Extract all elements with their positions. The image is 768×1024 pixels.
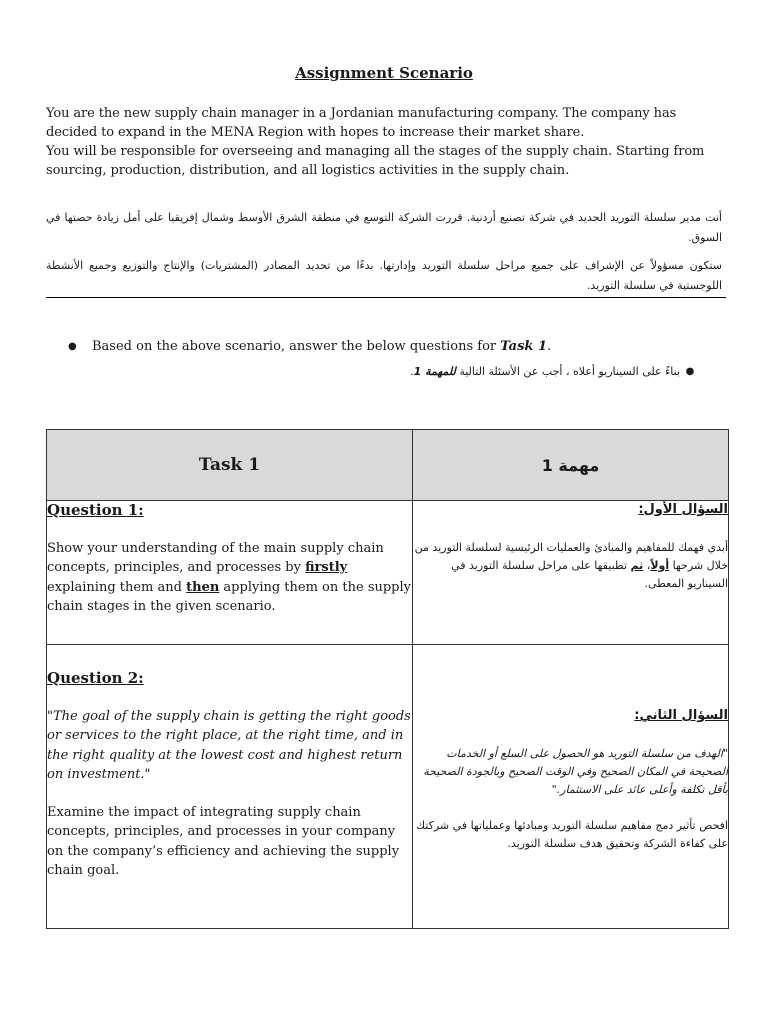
question-2-title-arabic: السؤال الثاني:: [634, 708, 728, 723]
q1-then: then: [186, 579, 220, 595]
q1-firstly: firstly: [305, 560, 348, 575]
header-task-english: Task 1: [198, 455, 261, 475]
q1-ar-part-a: أبدي فهمك للمفاهيم والمبادئ والعمليات الرئيسية لسلسلة التوريد من خلال شرحها: [414, 541, 728, 572]
task-table: [46, 429, 729, 929]
q1-ar-part-b: ،: [643, 559, 651, 572]
instruction-text: Based on the above scenario, answer the below questions for: [92, 339, 501, 354]
question-2-body: Examine the impact of integrating supply chain concepts, principles, and processes in your company on the company’s efficiency and achieving the supply chain goal.: [47, 804, 400, 878]
instruction-bullet-arabic: [410, 363, 700, 381]
table-header-row: [47, 430, 729, 501]
header-cell-english: [47, 430, 413, 501]
question-2-title: Question 2:: [47, 669, 144, 687]
intro-paragraph-1: You are the new supply chain manager in a Jordanian manufacturing company. The company has decided to expand in the MENA Region with hopes to increase their market share.: [46, 106, 677, 140]
instruction-end-arabic: .: [410, 365, 414, 378]
question-1-body-arabic: [413, 539, 728, 593]
q1-body-part-c: applying them on the supply chain stages in the given scenario.: [47, 579, 412, 614]
scenario-intro-arabic-1: أنت مدير سلسلة التوريد الجديد في شركة تصنيع أردنية. قررت الشركة التوسع في منطقة الشرق الأوسط وشمال إفريقيا على أمل زيادة حصتها في السوق.: [46, 211, 722, 244]
q1-ar-firstly: أولاً: [650, 559, 670, 572]
question-2-english-cell: [47, 645, 413, 929]
question-2-quote: "The goal of the supply chain is getting the right goods or services to the right place, at the right time, and in the right quality at the lowest cost and highest return on investment.": [47, 708, 411, 782]
question-1-title-arabic: السؤال الأول:: [638, 502, 728, 517]
instruction-end: .: [547, 339, 552, 354]
question-2-arabic-cell: [413, 645, 729, 929]
instruction-task-label: Task 1: [500, 339, 548, 354]
instruction-bullet-english: [68, 338, 551, 356]
bullet-icon: ●: [68, 341, 77, 352]
scenario-intro-arabic-2: ستكون مسؤولاً عن الإشراف على جميع مراحل سلسلة التوريد وإدارتها. بدءًا من تحديد المصادر (المشتريات) والإنتاج والتوزيع وجميع الأنشطة اللوجستية في سلسلة التوريد.: [46, 259, 722, 292]
scenario-intro-english: [46, 104, 726, 180]
question-1-title: Question 1:: [47, 501, 144, 519]
q1-ar-part-c: تطبيقها على مراحل سلسلة التوريد في السيناريو المعطى.: [451, 559, 728, 590]
question-2-body-arabic: افحص تأثير دمج مفاهيم سلسلة التوريد ومبادئها وعملياتها في شركتك على كفاءة الشركة وتحقيق هدف سلسلة التوريد.: [416, 819, 728, 850]
intro-paragraph-2: You will be responsible for overseeing and managing all the stages of the supply chain. Starting from sourcing, production, distribution, and all logistics activities in the supply chain.: [46, 144, 705, 178]
question-2-quote-arabic: "الهدف من سلسلة التوريد هو الحصول على السلع أو الخدمات الصحيحة في المكان الصحيح وفي الوقت الصحيح وبالجودة الصحيحة بأقل تكلفة وأعلى عائد على الاستثمار.": [423, 747, 728, 796]
table-row: [47, 501, 729, 645]
q1-ar-then: ثم: [630, 559, 644, 572]
instruction-task-label-arabic: للمهمة 1: [413, 365, 456, 378]
bullet-icon: ●: [685, 366, 695, 377]
table-row: [47, 645, 729, 929]
instruction-text-arabic: بناءً على السيناريو أعلاه ، أجب عن الأسئلة التالية: [455, 365, 680, 378]
question-1-body: [47, 539, 412, 617]
page-title: Assignment Scenario: [295, 64, 473, 82]
header-task-arabic: مهمة 1: [541, 455, 600, 475]
divider-line: [46, 297, 726, 298]
header-cell-arabic: [413, 430, 729, 501]
question-1-english-cell: [47, 501, 413, 645]
question-1-arabic-cell: [413, 501, 729, 645]
q1-body-part-b: explaining them and: [47, 579, 187, 595]
q1-body-part-a: Show your understanding of the main supply chain concepts, principles, and processes by: [47, 540, 384, 575]
